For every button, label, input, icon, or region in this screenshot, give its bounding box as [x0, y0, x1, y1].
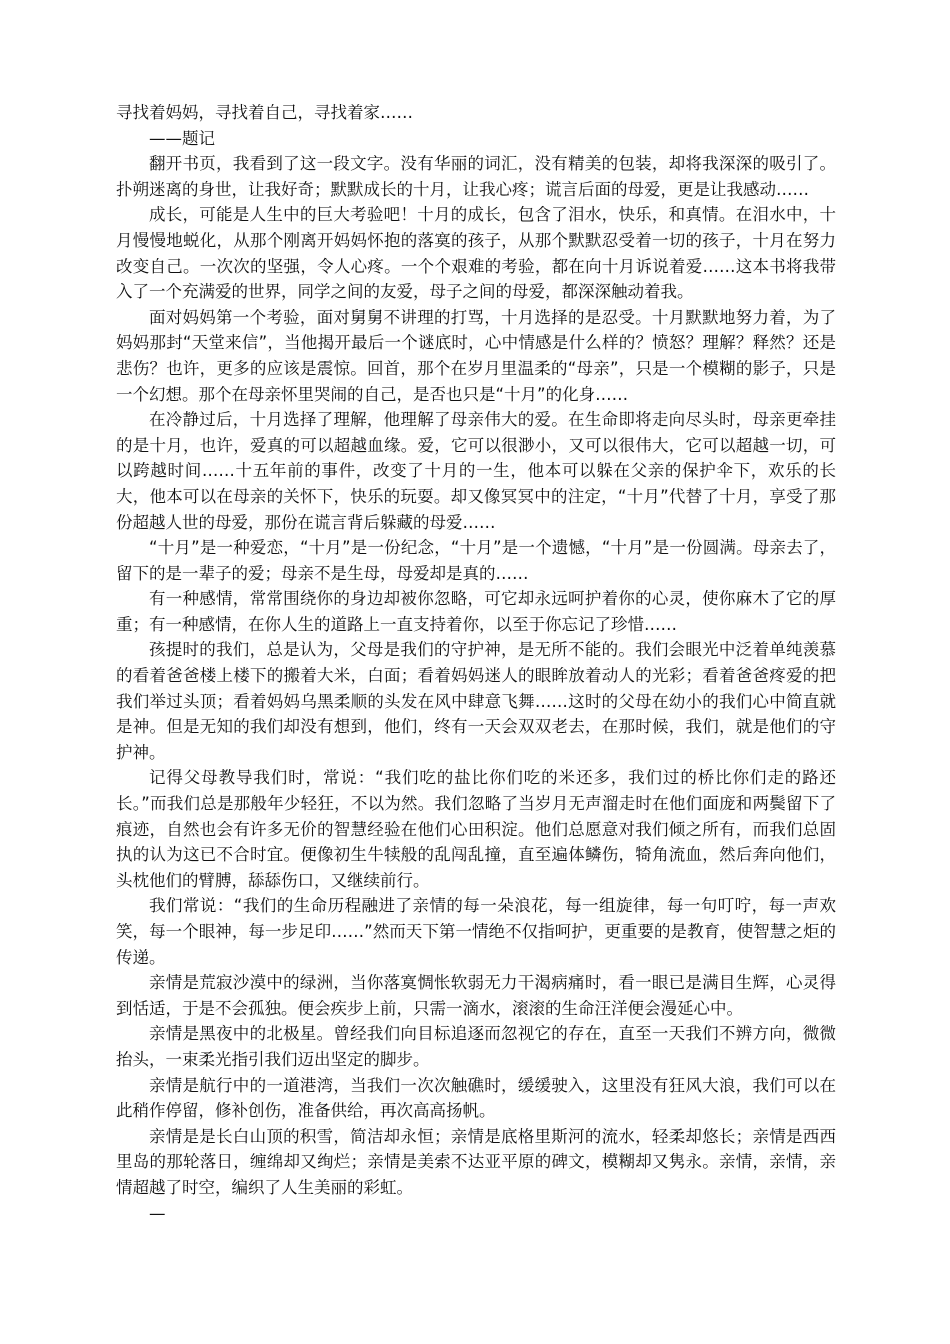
document-body: [116, 100, 836, 1226]
paragraph: 孩提时的我们，总是认为，父母是我们的守护神，是无所不能的。我们会眼光中泛着单纯羡慕的看着爸爸楼上楼下的搬着大米，白面；看着妈妈迷人的眼眸放着动人的光彩；看着爸爸疼爱的把我们举过头顶；看着妈妈乌黑柔顺的头发在风中肆意飞舞……这时的父母在幼小的我们心中简直就是神。但是无知的我们却没有想到，他们，终有一天会双双老去，在那时候，我们，就是他们的守护神。: [116, 640, 836, 762]
paragraph: “十月”是一种爱恋，“十月”是一份纪念，“十月”是一个遗憾，“十月”是一份圆满。母亲去了，留下的是一辈子的爱；母亲不是生母，母爱却是真的……: [116, 538, 836, 583]
paragraph: 亲情是荒寂沙漠中的绿洲，当你落寞惆怅软弱无力干渴病痛时，看一眼已是满目生辉，心灵得到恬适，于是不会孤独。便会疾步上前，只需一滴水，滚滚的生命汪洋便会漫延心中。: [116, 973, 836, 1018]
paragraph: 我们常说：“我们的生命历程融进了亲情的每一朵浪花，每一组旋律，每一句叮咛，每一声欢笑，每一个眼神，每一步足印……”然而天下第一情绝不仅指呵护，更重要的是教育，使智慧之炬的传递。: [116, 896, 836, 967]
paragraph: 面对妈妈第一个考验，面对舅舅不讲理的打骂，十月选择的是忍受。十月默默地努力着，为了妈妈那封“天堂来信”，当他揭开最后一个谜底时，心中情感是什么样的？愤怒？理解？释然？还是悲伤？也许，更多的应该是震惊。回首，那个在岁月里温柔的“母亲”，只是一个模糊的影子，只是一个幻想。那个在母亲怀里哭闹的自己，是否也只是“十月”的化身……: [116, 307, 836, 404]
paragraph: 亲情是黑夜中的北极星。曾经我们向目标追逐而忽视它的存在，直至一天我们不辨方向，微微抬头，一束柔光指引我们迈出坚定的脚步。: [116, 1024, 836, 1069]
paragraph: 成长，可能是人生中的巨大考验吧！十月的成长，包含了泪水，快乐，和真情。在泪水中，十月慢慢地蜕化，从那个刚离开妈妈怀抱的落寞的孩子，从那个默默忍受着一切的孩子，十月在努力改变自己。一次次的坚强，令人心疼。一个个艰难的考验，都在向十月诉说着爱……这本书将我带入了一个充满爱的世界，同学之间的友爱，母子之间的母爱，都深深触动着我。: [116, 205, 836, 302]
trailing-dash: —: [149, 1203, 166, 1223]
paragraph: 记得父母教导我们时，常说：“我们吃的盐比你们吃的米还多，我们过的桥比你们走的路还长。”而我们总是那般年少轻狂，不以为然。我们忽略了当岁月无声溜走时在他们面庞和两鬓留下了痕迹，自然也会有许多无价的智慧经验在他们心田积淀。他们总愿意对我们倾之所有，而我们总固执的认为这已不合时宜。便像初生牛犊般的乱闯乱撞，直至遍体鳞伤，犄角流血，然后奔向他们，头枕他们的臂膊，舔舔伤口，又继续前行。: [116, 768, 836, 890]
opening-line: 寻找着妈妈，寻找着自己，寻找着家……: [116, 103, 413, 122]
epigraph: ——题记: [149, 128, 215, 148]
paragraph: 在冷静过后，十月选择了理解，他理解了母亲伟大的爱。在生命即将走向尽头时，母亲更牵挂的是十月，也许，爱真的可以超越血缘。爱，它可以很渺小，又可以很伟大，它可以超越一切，可以跨越时间……十五年前的事件，改变了十月的一生，他本可以躲在父亲的保护伞下，欢乐的长大，他本可以在母亲的关怀下，快乐的玩耍。却又像冥冥中的注定，“十月”代替了十月，享受了那份超越人世的母爱，那份在谎言背后躲藏的母爱……: [116, 410, 836, 532]
paragraph: 亲情是航行中的一道港湾，当我们一次次触礁时，缓缓驶入，这里没有狂风大浪，我们可以在此稍作停留，修补创伤，准备供给，再次高高扬帆。: [116, 1075, 836, 1121]
paragraph: 亲情是是长白山顶的积雪，简洁却永恒；亲情是底格里斯河的流水，轻柔却悠长；亲情是西西里岛的那轮落日，缠绵却又绚烂；亲情是美索不达亚平原的碑文，模糊却又隽永。亲情，亲情，亲情超越了时空，编织了人生美丽的彩虹。: [116, 1126, 836, 1197]
paragraph: 翻开书页，我看到了这一段文字。没有华丽的词汇，没有精美的包装，却将我深深的吸引了。扑朔迷离的身世，让我好奇；默默成长的十月，让我心疼；谎言后面的母爱，更是让我感动……: [116, 154, 836, 199]
paragraph: 有一种感情，常常围绕你的身边却被你忽略，可它却永远呵护着你的心灵，使你麻木了它的厚重；有一种感情，在你人生的道路上一直支持着你，以至于你忘记了珍惜……: [116, 589, 836, 634]
